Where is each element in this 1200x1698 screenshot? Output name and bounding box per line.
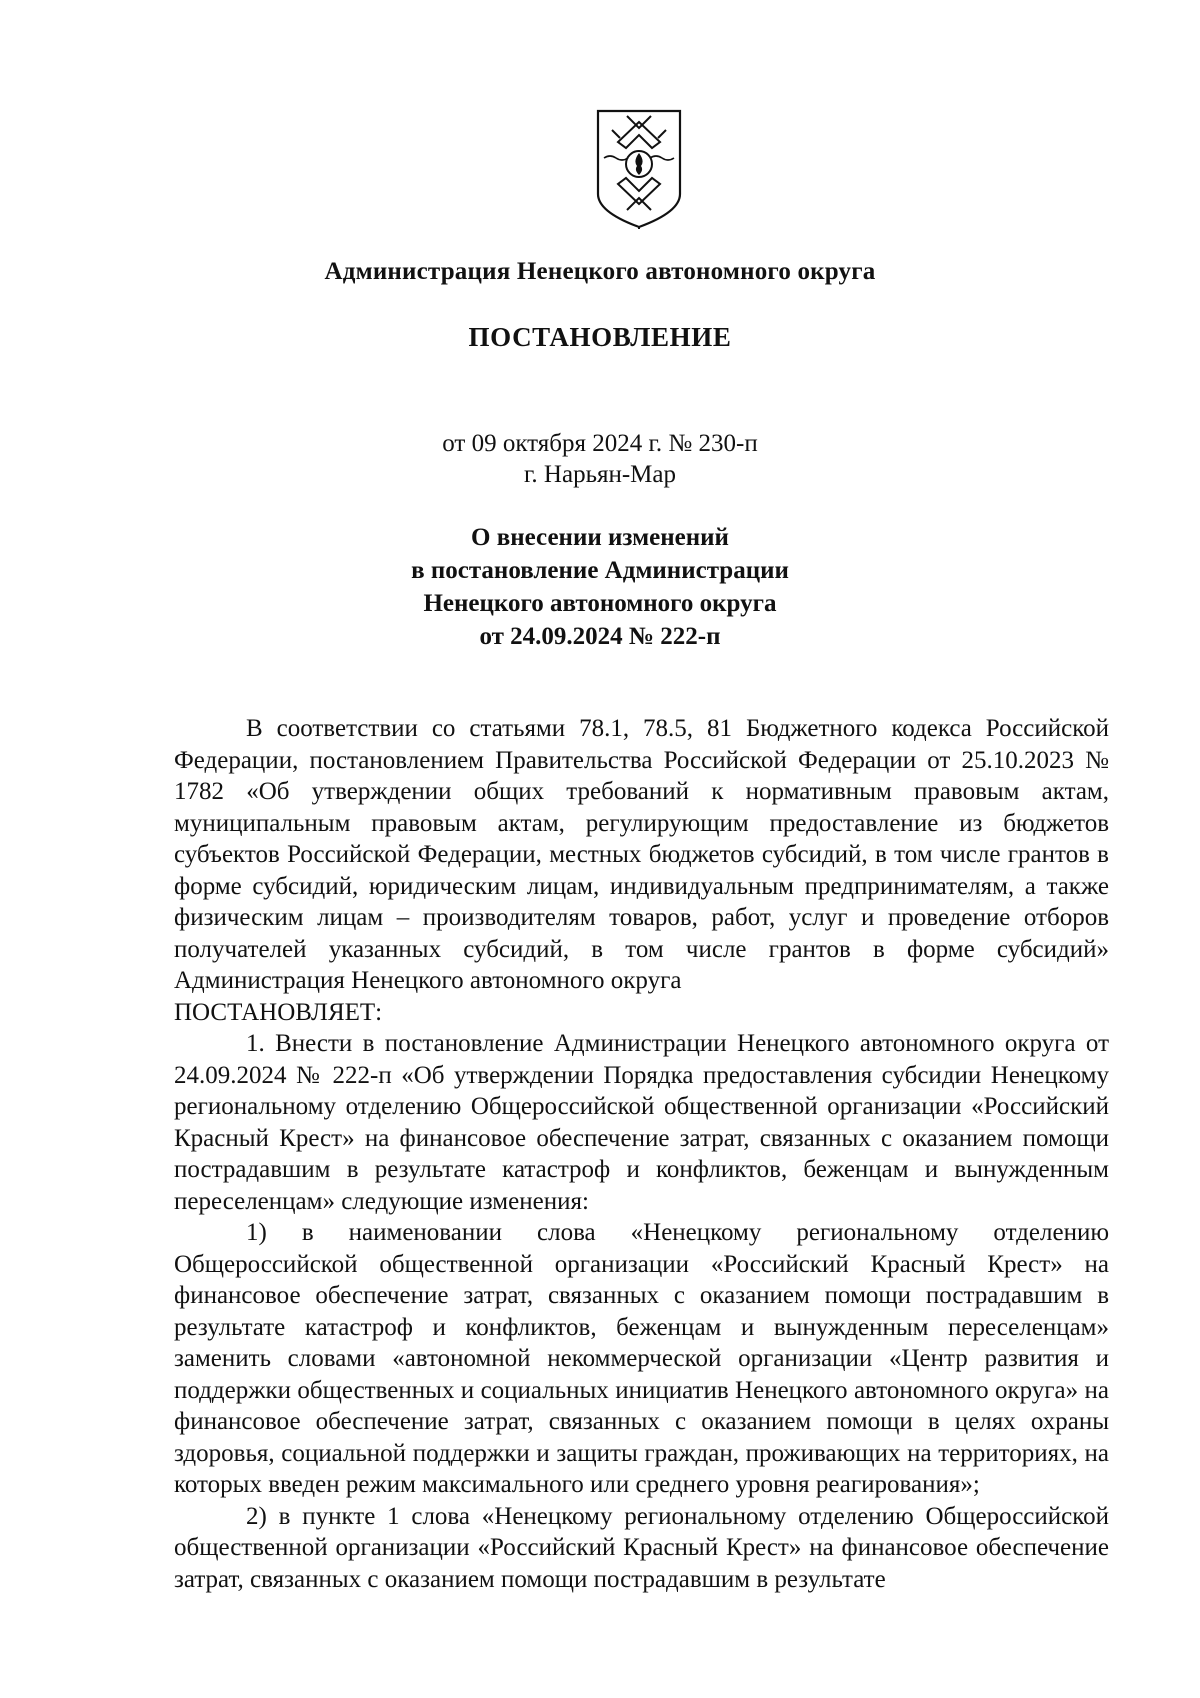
subject-line: в постановление Администрации (411, 557, 789, 584)
item-paragraph: 1. Внести в постановление Администрации Ненецкого автономного округа от 24.09.2024 № 222-п «Об утверждении Порядка предоставления субсидии Ненецкому региональному отделению Общероссийской общественной организации «Российский Красный Крест» на финансовое обеспечение затрат, связанных с оказанием помощи пострадавшим в результате катастроф и конфликтов, беженцам и вынужденным переселенцам» следующие изменения: (174, 1030, 1109, 1215)
date-number: от 09 октября 2024 г. № 230-п (442, 430, 758, 457)
preamble-paragraph: В соответствии со статьями 78.1, 78.5, 81 Бюджетного кодекса Российской Федерации, постановлением Правительства Российской Федерации от 25.10.2023 № 1782 «Об утверждении общих требований к нормативным правовым актам, муниципальным правовым актам, регулирующим предоставление из бюджетов субъектов Российской Федерации, местных бюджетов субсидий, в том числе грантов в форме субсидий, юридическим лицам, индивидуальным предпринимателям, а также физическим лицам – производителям товаров, работ, услуг и проведение отборов получателей указанных субсидий, в том числе грантов в форме субсидий» Администрация Ненецкого автономного округа (174, 715, 1109, 994)
subject-line: от 24.09.2024 № 222-п (479, 623, 721, 650)
city: г. Нарьян-Мар (523, 461, 676, 488)
subject-line: О внесении изменений (471, 524, 729, 551)
subitem-paragraph: 2) в пункте 1 слова «Ненецкому региональному отделению Общероссийской общественной организации «Российский Красный Крест» на финансовое обеспечение затрат, связанных с оказанием помощи пострадавшим в результате (174, 1502, 1109, 1593)
nao-coat-of-arms-icon (594, 108, 684, 230)
document-type: ПОСТАНОВЛЕНИЕ (468, 322, 732, 352)
date-block (0, 428, 1200, 490)
organization-name: Администрация Ненецкого автономного округа (324, 258, 876, 285)
subject-line: Ненецкого автономного округа (423, 590, 777, 617)
document-body (174, 713, 1109, 1595)
subitem-paragraph: 1) в наименовании слова «Ненецкому региональному отделению Общероссийской общественной организации «Российский Красный Крест» на финансовое обеспечение затрат, связанных с оказанием помощи пострадавшим в результате катастроф и конфликтов, беженцам и вынужденным переселенцам» заменить словами «автономной некоммерческой организации «Центр развития и поддержки общественных и социальных инициатив Ненецкого автономного округа» на финансовое обеспечение затрат, связанных с оказанием помощи в целях охраны здоровья, социальной поддержки и защиты граждан, проживающих на территориях, на которых введен режим максимального или среднего уровня реагирования»; (174, 1219, 1109, 1498)
document-subject (0, 521, 1200, 653)
resolves-paragraph: ПОСТАНОВЛЯЕТ: (174, 998, 383, 1026)
